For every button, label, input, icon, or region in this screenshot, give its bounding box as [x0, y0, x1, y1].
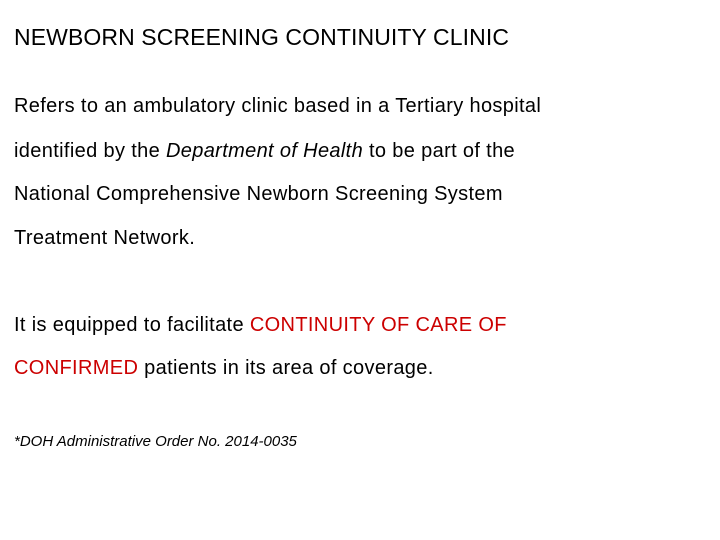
- equipped-line-1-start: It is equipped to facilitate: [14, 314, 250, 336]
- continuity-of-care-highlight: CONTINUITY OF CARE OF: [249, 314, 507, 336]
- definition-line-1: Refers to an ambulatory clinic based in a Tertiary hospital: [14, 95, 542, 117]
- definition-line-2-end: to be part of the: [363, 140, 516, 162]
- definition-line-3: National Comprehensive Newborn Screening System: [14, 183, 503, 205]
- definition-line-2: [14, 138, 515, 164]
- definition-line-2-start: identified by the: [14, 140, 166, 162]
- definition-line-4: Treatment Network.: [14, 227, 196, 249]
- footnote-reference: *DOH Administrative Order No. 2014-0035: [14, 433, 297, 450]
- equipped-line-2: [14, 355, 434, 381]
- confirmed-highlight: CONFIRMED: [14, 357, 139, 379]
- department-of-health-text: Department of Health: [165, 140, 364, 162]
- equipped-line-1: [14, 312, 507, 338]
- equipped-line-2-end: patients in its area of coverage.: [138, 357, 434, 379]
- slide-title: NEWBORN SCREENING CONTINUITY CLINIC: [14, 24, 510, 50]
